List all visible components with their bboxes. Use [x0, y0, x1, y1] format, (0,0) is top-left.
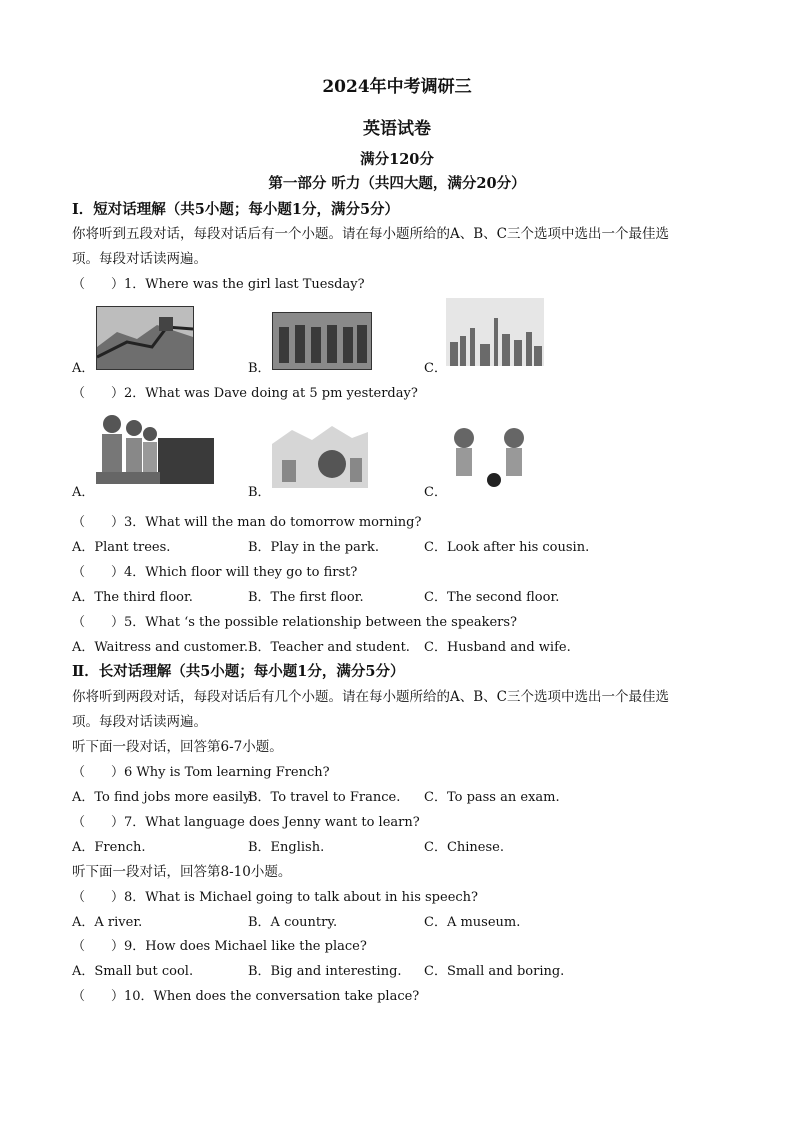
- q3-option-a[interactable]: A．Plant trees.: [72, 540, 171, 555]
- section2-heading: Ⅱ．长对话理解（共5小题；每小题1分，满分5分）: [72, 663, 405, 680]
- section1-heading: Ⅰ．短对话理解（共5小题；每小题1分，满分5分）: [72, 201, 400, 218]
- q1-option-a-image-great-wall[interactable]: [96, 306, 194, 370]
- exam-subject: 英语试卷: [363, 119, 431, 139]
- exam-title: 2024年中考调研三: [322, 77, 472, 97]
- question-5: （ ）5．What ‘s the possible relationship between the speakers?: [72, 615, 518, 630]
- q7-option-c[interactable]: C．Chinese.: [424, 840, 504, 855]
- question-2: （ ）2．What was Dave doing at 5 pm yesterday?: [72, 386, 418, 401]
- q6-option-b[interactable]: B．To travel to France.: [248, 790, 401, 805]
- question-10: （ ）10．When does the conversation take place?: [72, 989, 420, 1004]
- total-score: 满分120分: [360, 151, 434, 168]
- q9-option-a[interactable]: A．Small but cool.: [72, 964, 194, 979]
- q4-option-a[interactable]: A．The third floor.: [72, 590, 193, 605]
- q6-option-c[interactable]: C．To pass an exam.: [424, 790, 560, 805]
- q8-option-a[interactable]: A．A river.: [72, 915, 143, 930]
- q1-option-b-image-terracotta[interactable]: [272, 312, 372, 370]
- question-9: （ ）9．How does Michael like the place?: [72, 939, 367, 954]
- q9-option-b[interactable]: B．Big and interesting.: [248, 964, 402, 979]
- dialogue-2-intro: 听下面一段对话，回答第8-10小题。: [72, 864, 292, 880]
- q2-label-a: A．: [72, 485, 95, 500]
- q9-option-c[interactable]: C．Small and boring.: [424, 964, 565, 979]
- q5-option-c[interactable]: C．Husband and wife.: [424, 640, 571, 655]
- q4-option-c[interactable]: C．The second floor.: [424, 590, 560, 605]
- q3-option-b[interactable]: B．Play in the park.: [248, 540, 380, 555]
- q1-label-a: A．: [72, 361, 95, 376]
- section2-instructions-line2: 项。每段对话读两遍。: [72, 714, 207, 730]
- q2-label-b: B．: [248, 485, 271, 500]
- q2-option-a-image-watching-tv[interactable]: [96, 412, 216, 490]
- q4-option-b[interactable]: B．The first floor.: [248, 590, 364, 605]
- question-1: （ ）1．Where was the girl last Tuesday?: [72, 277, 365, 292]
- q1-label-b: B．: [248, 361, 271, 376]
- q5-option-a[interactable]: A．Waitress and customer.: [72, 640, 249, 655]
- question-3: （ ）3．What will the man do tomorrow morning?: [72, 515, 422, 530]
- section1-instructions-line1: 你将听到五段对话，每段对话后有一个小题。请在每小题所给的A、B、C三个选项中选出一个最佳选: [72, 226, 669, 242]
- part-heading: 第一部分 听力（共四大题，满分20分）: [268, 175, 526, 192]
- q5-option-b[interactable]: B．Teacher and student.: [248, 640, 410, 655]
- q2-label-c: C．: [424, 485, 447, 500]
- section2-instructions-line1: 你将听到两段对话，每段对话后有几个小题。请在每小题所给的A、B、C三个选项中选出一个最佳选: [72, 689, 669, 705]
- question-7: （ ）7．What language does Jenny want to learn?: [72, 815, 420, 830]
- q7-option-b[interactable]: B．English.: [248, 840, 325, 855]
- question-6: （ ）6 Why is Tom learning French?: [72, 765, 330, 780]
- q6-option-a[interactable]: A．To find jobs more easily.: [72, 790, 253, 805]
- q1-label-c: C．: [424, 361, 447, 376]
- q1-option-c-image-city-skyline[interactable]: [446, 298, 544, 366]
- q7-option-a[interactable]: A．French.: [72, 840, 146, 855]
- question-4: （ ）4．Which floor will they go to first?: [72, 565, 358, 580]
- q2-option-b-image-outdoor-scene[interactable]: [272, 424, 368, 488]
- section1-instructions-line2: 项。每段对话读两遍。: [72, 251, 207, 267]
- dialogue-1-intro: 听下面一段对话，回答第6-7小题。: [72, 739, 283, 755]
- q2-option-c-image-playing-football[interactable]: [448, 424, 540, 490]
- q8-option-c[interactable]: C．A museum.: [424, 915, 521, 930]
- q3-option-c[interactable]: C．Look after his cousin.: [424, 540, 590, 555]
- q8-option-b[interactable]: B．A country.: [248, 915, 338, 930]
- question-8: （ ）8．What is Michael going to talk about in his speech?: [72, 890, 479, 905]
